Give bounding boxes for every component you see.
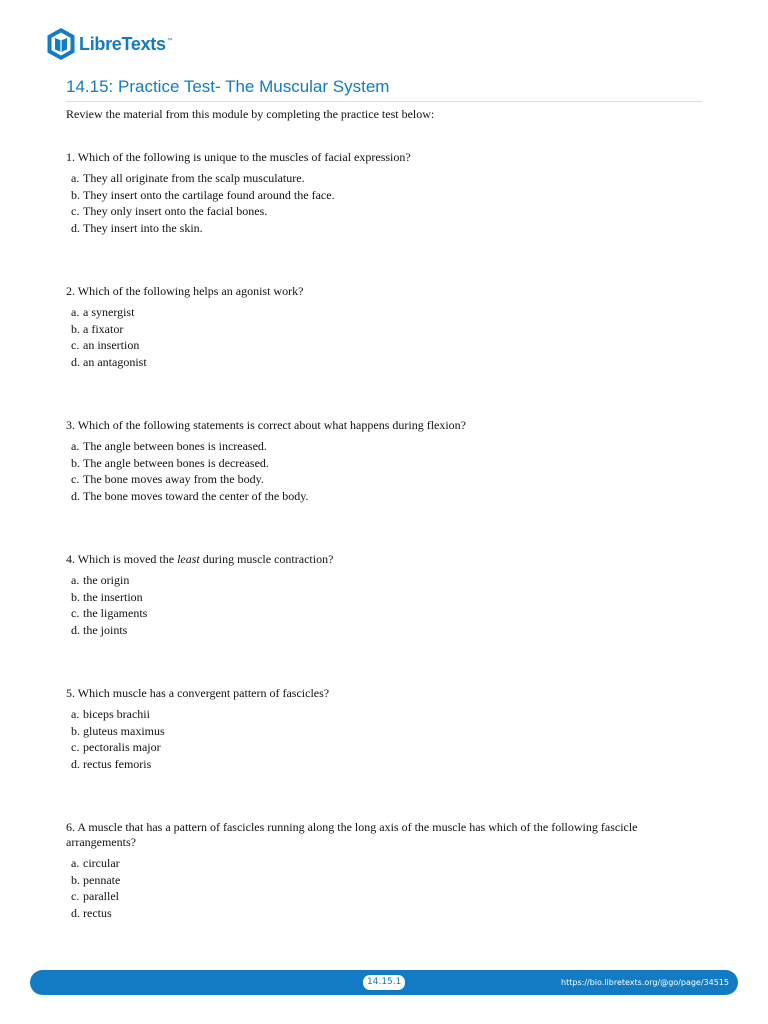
answer-option	[66, 905, 666, 922]
answer-option	[66, 337, 666, 354]
answer-option	[66, 739, 666, 756]
option-letter: b.	[71, 589, 80, 604]
option-text: The bone moves away from the body.	[83, 472, 264, 487]
option-letter: d.	[71, 220, 80, 235]
answer-option	[66, 888, 666, 905]
option-letter: a.	[71, 439, 80, 453]
option-text: pennate	[83, 872, 121, 887]
answer-option	[66, 471, 666, 488]
option-letter: d.	[71, 756, 80, 771]
intro-text: Review the material from this module by completing the practice test below:	[66, 107, 435, 121]
option-text: circular	[83, 856, 120, 870]
option-text: gluteus maximus	[83, 723, 165, 738]
answer-option	[66, 321, 666, 338]
page-number-badge: 14.15.1	[363, 975, 405, 990]
option-text: the insertion	[83, 589, 143, 604]
option-letter: a.	[71, 856, 80, 870]
question-text-start: 4. Which is moved the	[66, 552, 178, 566]
question-3	[66, 418, 666, 504]
option-text: rectus femoris	[83, 756, 152, 771]
answer-option	[66, 706, 666, 723]
option-text: the origin	[83, 573, 130, 587]
option-text: They only insert onto the facial bones.	[83, 204, 268, 219]
answer-option	[66, 354, 666, 371]
option-letter: d.	[71, 905, 80, 920]
question-text: 1. Which of the following is unique to the muscles of facial expression?	[66, 150, 411, 164]
option-text: They all originate from the scalp musculature.	[83, 171, 305, 185]
option-letter: d.	[71, 488, 80, 503]
answer-options	[66, 706, 666, 772]
question-2	[66, 284, 666, 370]
option-letter: c.	[71, 740, 80, 755]
answer-option	[66, 304, 666, 321]
option-letter: a.	[71, 171, 80, 185]
answer-option	[66, 203, 666, 220]
question-text-emphasis: least	[177, 552, 200, 566]
answer-options	[66, 304, 666, 370]
logo-trademark: ™	[166, 38, 173, 44]
answer-option	[66, 572, 666, 589]
question-4	[66, 552, 666, 638]
answer-option	[66, 605, 666, 622]
title-divider	[66, 101, 702, 102]
page-url-link[interactable]: https://bio.libretexts.org/@go/page/34515	[561, 978, 729, 987]
option-letter: b.	[71, 455, 80, 470]
answer-option	[66, 455, 666, 472]
option-text: The angle between bones is decreased.	[83, 455, 269, 470]
libretexts-logo[interactable]	[46, 27, 173, 61]
option-text: a synergist	[83, 305, 135, 319]
option-letter: d.	[71, 622, 80, 637]
answer-option	[66, 488, 666, 505]
answer-options	[66, 855, 666, 921]
option-letter: d.	[71, 354, 80, 369]
option-text: the ligaments	[83, 606, 148, 621]
page-title: 14.15: Practice Test- The Muscular System	[66, 77, 390, 96]
option-letter: a.	[71, 573, 80, 587]
answer-options	[66, 170, 666, 236]
option-letter: c.	[71, 889, 80, 904]
answer-option	[66, 622, 666, 639]
question-1	[66, 150, 666, 236]
question-text: 5. Which muscle has a convergent pattern of fascicles?	[66, 686, 330, 700]
option-text: a fixator	[83, 321, 124, 336]
question-5	[66, 686, 666, 772]
option-text: They insert into the skin.	[83, 220, 203, 235]
option-text: The bone moves toward the center of the body.	[83, 488, 309, 503]
option-text: the joints	[83, 622, 128, 637]
question-6	[66, 820, 666, 921]
question-text: 6. A muscle that has a pattern of fascicles running along the long axis of the muscle has which of the following fascicle arrangements?	[66, 820, 638, 849]
question-text: 2. Which of the following helps an agonist work?	[66, 284, 304, 298]
option-letter: c.	[71, 204, 80, 219]
option-text: parallel	[83, 889, 119, 904]
answer-option	[66, 872, 666, 889]
logo-wordmark: LibreTexts	[79, 33, 166, 54]
option-text: rectus	[83, 905, 112, 920]
answer-option	[66, 187, 666, 204]
option-letter: b.	[71, 187, 80, 202]
answer-option	[66, 589, 666, 606]
option-letter: c.	[71, 472, 80, 487]
option-letter: c.	[71, 338, 80, 353]
answer-options	[66, 572, 666, 638]
footer-bar	[30, 970, 738, 995]
option-letter: b.	[71, 872, 80, 887]
option-text: The angle between bones is increased.	[83, 439, 267, 453]
answer-option	[66, 438, 666, 455]
libretexts-logo-icon	[46, 27, 76, 61]
answer-option	[66, 855, 666, 872]
question-text-end: during muscle contraction?	[199, 552, 334, 566]
option-letter: c.	[71, 606, 80, 621]
answer-option	[66, 170, 666, 187]
question-text: 3. Which of the following statements is correct about what happens during flexion?	[66, 418, 467, 432]
option-letter: a.	[71, 305, 80, 319]
option-text: They insert onto the cartilage found around the face.	[83, 187, 335, 202]
question-text	[66, 552, 666, 567]
option-letter: b.	[71, 723, 80, 738]
option-text: biceps brachii	[83, 707, 150, 721]
option-text: pectoralis major	[83, 740, 161, 755]
option-text: an antagonist	[83, 354, 147, 369]
option-text: an insertion	[83, 338, 140, 353]
answer-option	[66, 723, 666, 740]
answer-option	[66, 220, 666, 237]
answer-options	[66, 438, 666, 504]
option-letter: a.	[71, 707, 80, 721]
answer-option	[66, 756, 666, 773]
option-letter: b.	[71, 321, 80, 336]
